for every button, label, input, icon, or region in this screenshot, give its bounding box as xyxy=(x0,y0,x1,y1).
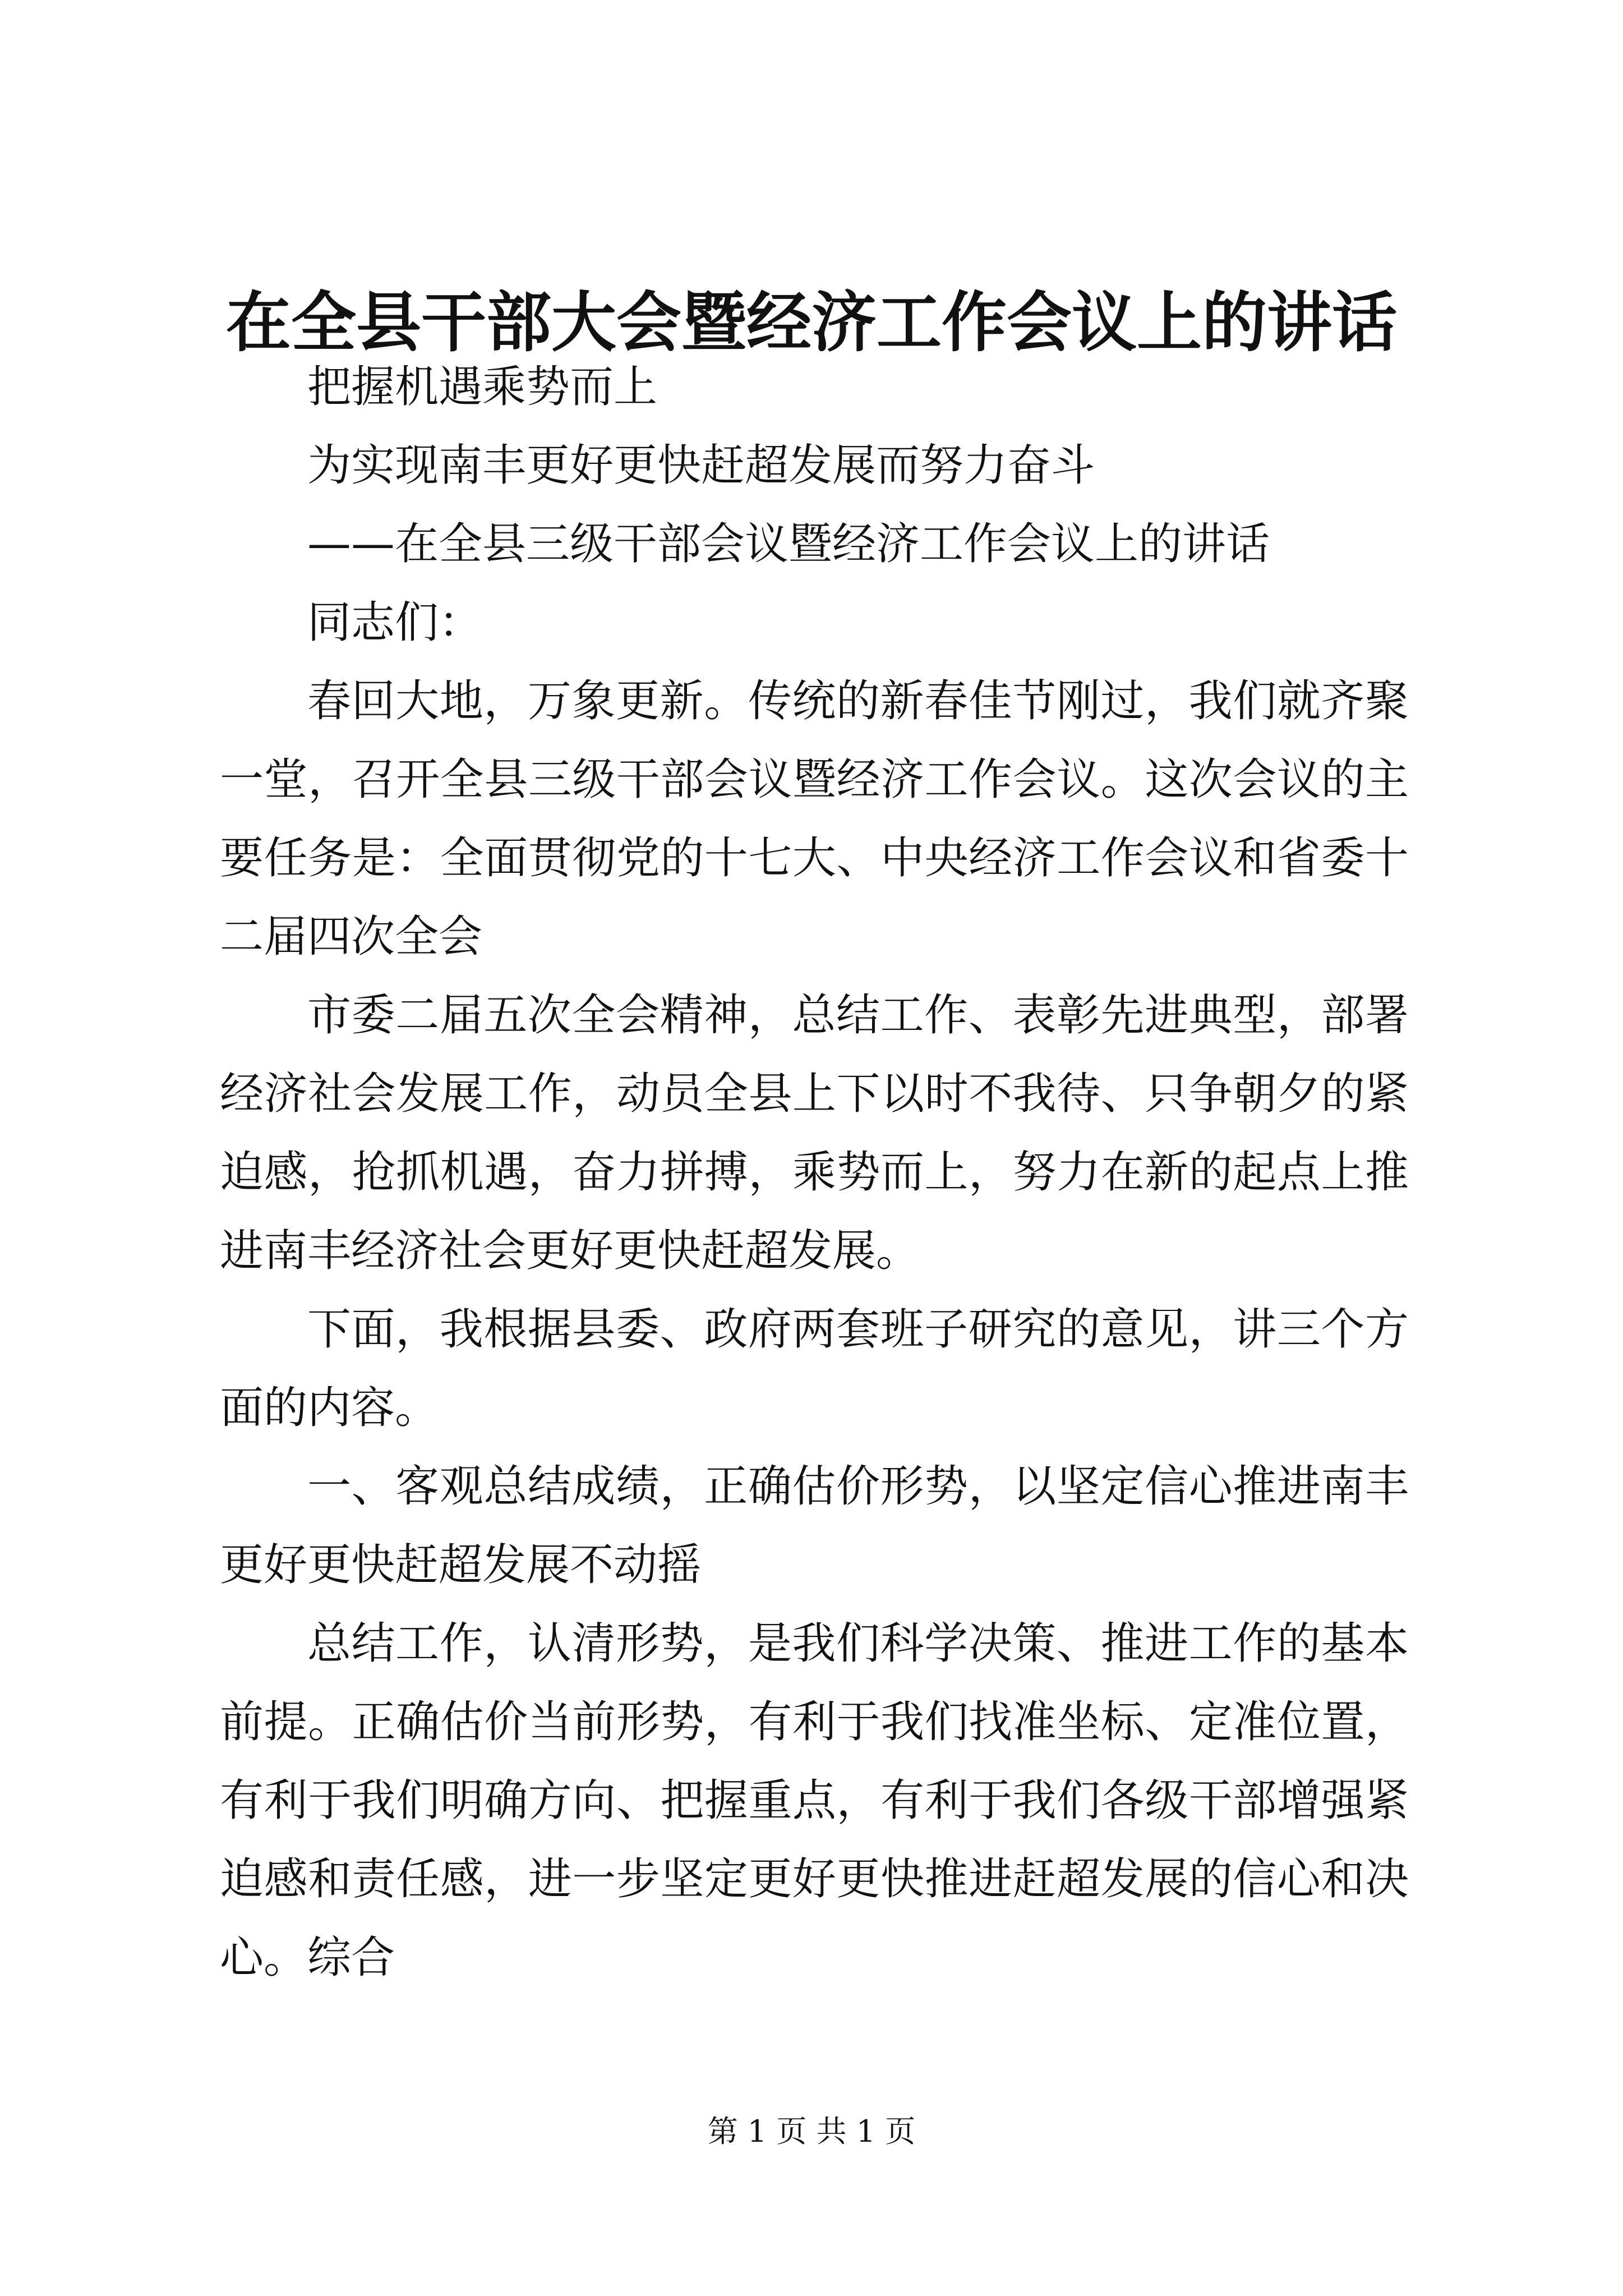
subtitle-line-2: 为实现南丰更好更快赶超发展而努力奋斗 xyxy=(307,440,1095,491)
salutation: 同志们： xyxy=(307,597,483,648)
subtitle-line-3: ——在全县三级干部会议暨经济工作会议上的讲话 xyxy=(307,519,1270,569)
subtitle-line-1: 把握机遇乘势而上 xyxy=(307,362,658,412)
document-body xyxy=(220,348,1409,1997)
body-paragraph-1: 春回大地，万象更新。传统的新春佳节刚过，我们就齐聚一堂，召开全县三级干部会议暨经济工作会议。这次会议的主要任务是：全面贯彻党的十七大、中央经济工作会议和省委十二届四次全会 xyxy=(220,676,1409,962)
body-paragraph-2: 市委二届五次全会精神，总结工作、表彰先进典型，部署经济社会发展工作，动员全县上下以时不我待、只争朝夕的紧迫感，抢抓机遇，奋力拼搏，乘势而上，努力在新的起点上推进南丰经济社会更好更快赶超发展。 xyxy=(220,990,1409,1276)
document-title: 在全县干部大会暨经济工作会议上的讲话 xyxy=(226,284,1397,361)
page-footer: 第 1 页 共 1 页 xyxy=(707,2114,916,2149)
body-paragraph-3: 下面，我根据县委、政府两套班子研究的意见，讲三个方面的内容。 xyxy=(220,1304,1409,1433)
section-heading-1: 一、客观总结成绩，正确估价形势，以坚定信心推进南丰更好更快赶超发展不动摇 xyxy=(220,1461,1409,1590)
body-paragraph-4: 总结工作，认清形势，是我们科学决策、推进工作的基本前提。正确估价当前形势，有利于我们找准坐标、定准位置，有利于我们明确方向、把握重点，有利于我们各级干部增强紧迫感和责任感，进一步坚定更好更快推进赶超发展的信心和决心。综合 xyxy=(220,1618,1409,1983)
